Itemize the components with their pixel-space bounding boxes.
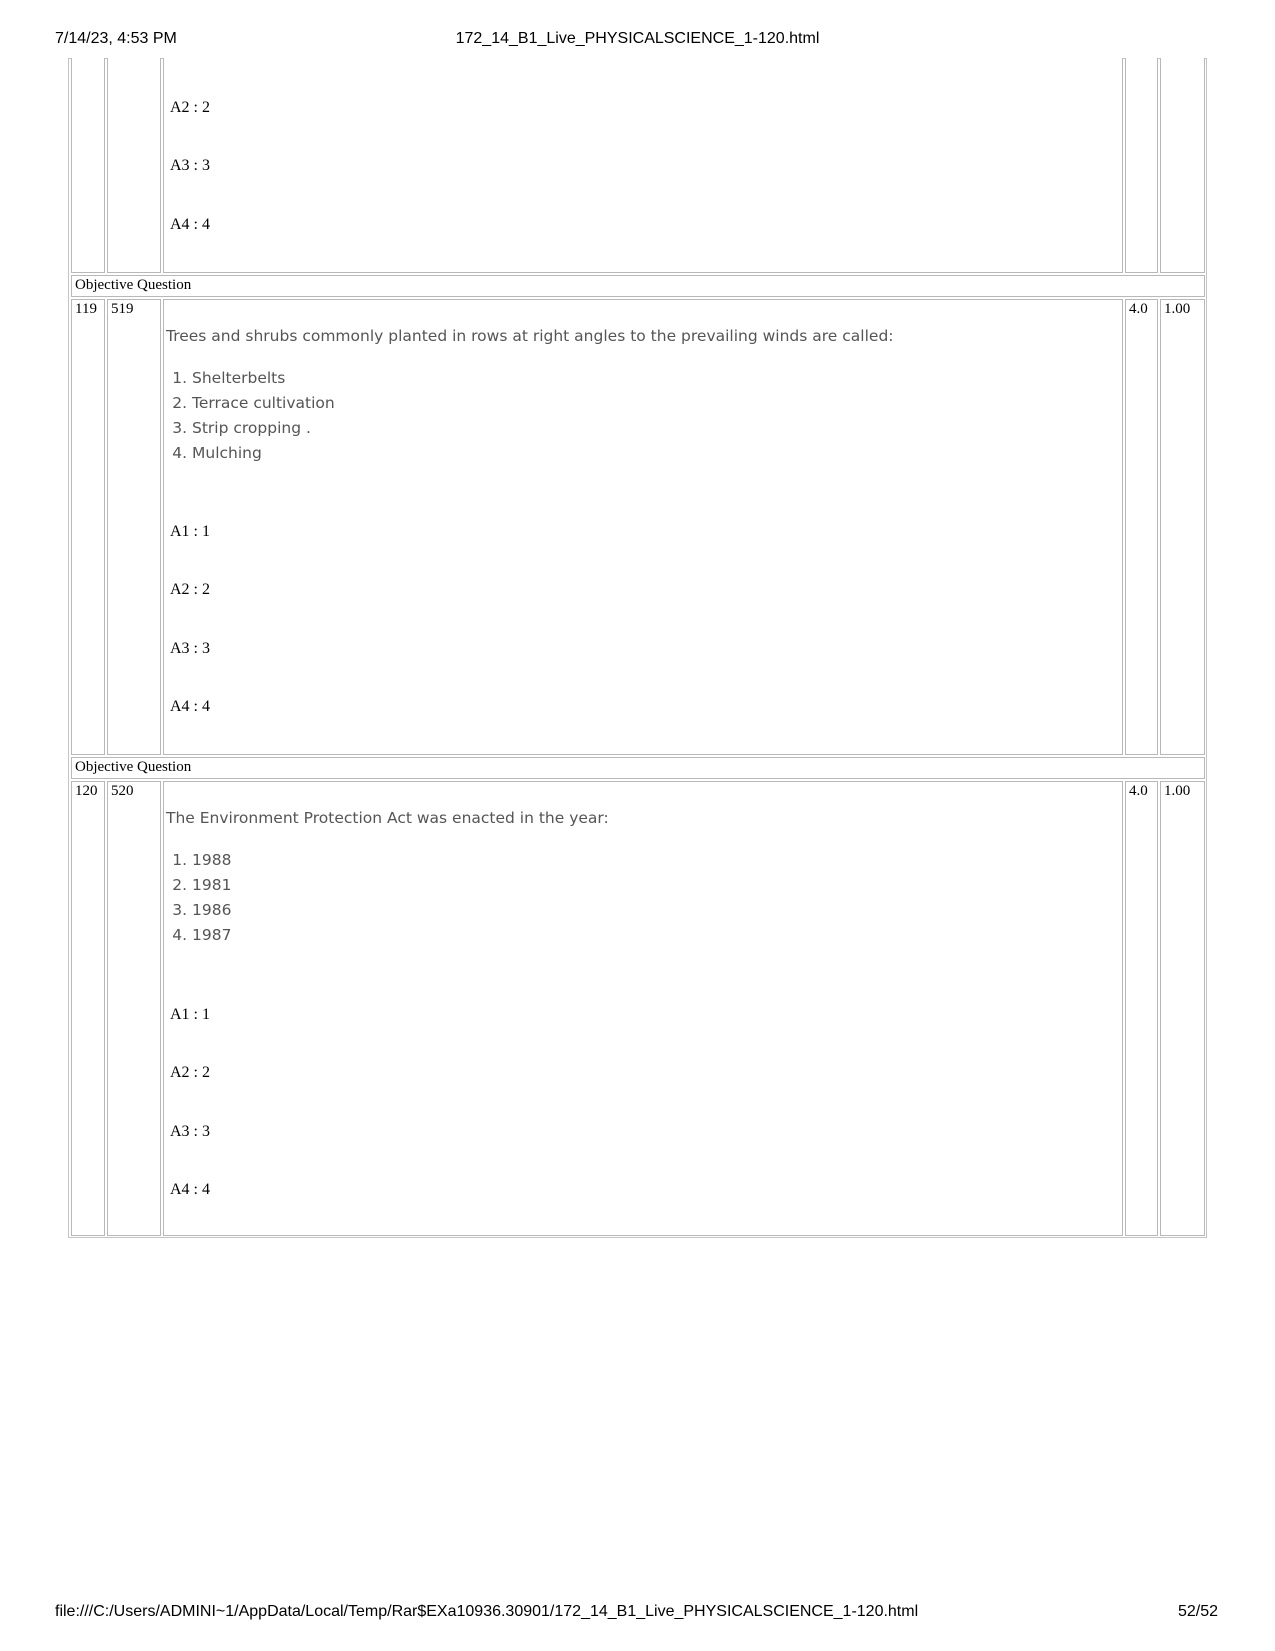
question-text: Trees and shrubs commonly planted in rows at right angles to the prevailing winds are called: bbox=[166, 327, 894, 345]
continued-question-cell bbox=[163, 58, 1123, 273]
negative-marks-cell: 1.00 bbox=[1160, 781, 1205, 1236]
continued-qid-cell bbox=[107, 58, 161, 273]
option-item: 2. Terrace cultivation bbox=[192, 391, 335, 416]
answer-line: A4 : 4 bbox=[170, 1181, 210, 1198]
option-item: 4. 1987 bbox=[192, 923, 231, 948]
section-label: Objective Question bbox=[71, 757, 1205, 779]
section-label: Objective Question bbox=[71, 275, 1205, 297]
print-title: 172_14_B1_Live_PHYSICALSCIENCE_1-120.html bbox=[455, 30, 820, 47]
question-id: 519 bbox=[107, 299, 161, 755]
option-list bbox=[164, 848, 231, 948]
question-body-cell bbox=[163, 781, 1123, 1236]
marks-cell: 4.0 bbox=[1125, 299, 1158, 755]
option-item: 1. Shelterbelts bbox=[192, 366, 335, 391]
print-date: 7/14/23, 4:53 PM bbox=[55, 30, 177, 47]
continued-marks-cell bbox=[1125, 58, 1158, 273]
option-item: 3. 1986 bbox=[192, 898, 231, 923]
page-number: 52/52 bbox=[1178, 1603, 1219, 1620]
answer-line: A2 : 2 bbox=[170, 581, 210, 598]
option-item: 4. Mulching bbox=[192, 441, 335, 466]
question-serial: 120 bbox=[71, 781, 105, 1236]
question-id: 520 bbox=[107, 781, 161, 1236]
print-file-path: file:///C:/Users/ADMINI~1/AppData/Local/Temp/Rar$EXa10936.30901/172_14_B1_Live_PHYSICALSCIENCE_1-120.html bbox=[55, 1603, 919, 1620]
continued-sno-cell bbox=[71, 58, 105, 273]
answer-line: A4 : 4 bbox=[170, 698, 210, 715]
question-text: The Environment Protection Act was enacted in the year: bbox=[166, 809, 609, 827]
continued-negative-cell bbox=[1160, 58, 1205, 273]
answer-line: A1 : 1 bbox=[170, 1006, 210, 1023]
option-item: 2. 1981 bbox=[192, 873, 231, 898]
negative-marks-cell: 1.00 bbox=[1160, 299, 1205, 755]
marks-cell: 4.0 bbox=[1125, 781, 1158, 1236]
answer-line: A3 : 3 bbox=[170, 1123, 210, 1140]
option-item: 3. Strip cropping . bbox=[192, 416, 335, 441]
option-item: 1. 1988 bbox=[192, 848, 231, 873]
answer-line: A4 : 4 bbox=[170, 216, 210, 233]
answer-line: A2 : 2 bbox=[170, 1064, 210, 1081]
option-list bbox=[164, 366, 335, 466]
answer-line: A3 : 3 bbox=[170, 640, 210, 657]
question-serial: 119 bbox=[71, 299, 105, 755]
answer-line: A1 : 1 bbox=[170, 523, 210, 540]
answer-line: A2 : 2 bbox=[170, 99, 210, 116]
answer-line: A3 : 3 bbox=[170, 157, 210, 174]
